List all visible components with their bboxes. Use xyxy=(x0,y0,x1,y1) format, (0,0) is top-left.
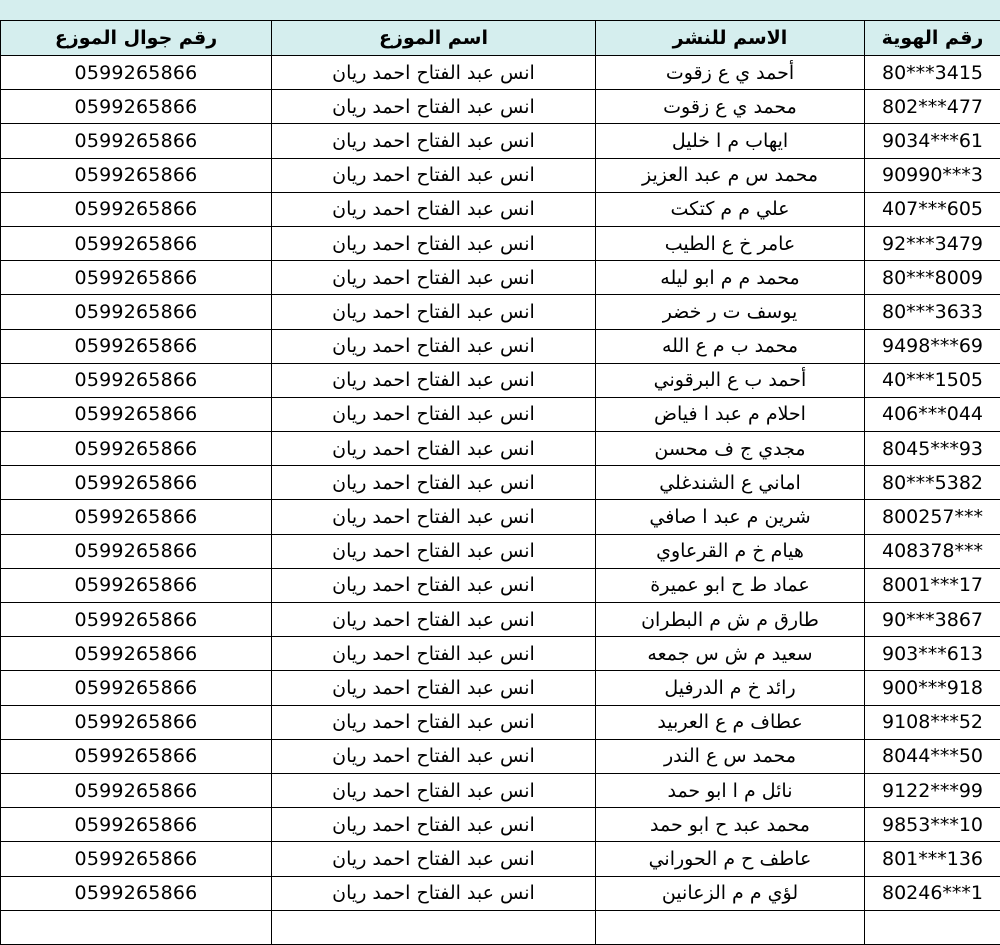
cell-id[interactable]: 802***477 xyxy=(865,90,1000,124)
table-row xyxy=(1,295,1000,329)
cell-name[interactable]: عماد ط ح ابو عميرة xyxy=(596,568,865,602)
cell-name[interactable]: محمد س م عبد العزيز xyxy=(596,158,865,192)
cell-distributor[interactable]: انس عبد الفتاح احمد ريان xyxy=(272,432,596,466)
table-row xyxy=(1,534,1000,568)
cell-name[interactable]: نائل م ا ابو حمد xyxy=(596,773,865,807)
cell-distributor[interactable]: انس عبد الفتاح احمد ريان xyxy=(272,876,596,910)
cell-name[interactable]: لؤي م م الزعانين xyxy=(596,876,865,910)
cell-phone[interactable]: 0599265866 xyxy=(1,432,272,466)
cell-name[interactable]: محمد ب م ع الله xyxy=(596,329,865,363)
cell-phone[interactable]: 0599265866 xyxy=(1,363,272,397)
cell-name[interactable]: محمد عبد ح ابو حمد xyxy=(596,808,865,842)
table-row xyxy=(1,363,1000,397)
cell-id[interactable] xyxy=(865,910,1000,944)
cell-phone[interactable]: 0599265866 xyxy=(1,876,272,910)
cell-id[interactable]: 80***3415 xyxy=(865,56,1000,90)
cell-distributor[interactable]: انس عبد الفتاح احمد ريان xyxy=(272,192,596,226)
cell-distributor[interactable]: انس عبد الفتاح احمد ريان xyxy=(272,739,596,773)
cell-name[interactable]: أحمد ب ع البرقوني xyxy=(596,363,865,397)
cell-distributor[interactable]: انس عبد الفتاح احمد ريان xyxy=(272,56,596,90)
cell-phone[interactable]: 0599265866 xyxy=(1,261,272,295)
cell-distributor[interactable]: انس عبد الفتاح احمد ريان xyxy=(272,226,596,260)
table-row xyxy=(1,910,1000,944)
table-row xyxy=(1,90,1000,124)
cell-name[interactable]: مجدي ج ف محسن xyxy=(596,432,865,466)
cell-name[interactable]: علي م م كتكت xyxy=(596,192,865,226)
cell-phone[interactable]: 0599265866 xyxy=(1,397,272,431)
table-row xyxy=(1,397,1000,431)
table-row xyxy=(1,124,1000,158)
cell-distributor[interactable]: انس عبد الفتاح احمد ريان xyxy=(272,603,596,637)
cell-phone[interactable]: 0599265866 xyxy=(1,637,272,671)
cell-name[interactable]: ايهاب م ا خليل xyxy=(596,124,865,158)
cell-name[interactable]: اماني ع الشندغلي xyxy=(596,466,865,500)
cell-id[interactable]: 408378*** xyxy=(865,534,1000,568)
table-row xyxy=(1,808,1000,842)
cell-phone[interactable]: 0599265866 xyxy=(1,329,272,363)
cell-phone[interactable] xyxy=(1,910,272,944)
cell-distributor[interactable]: انس عبد الفتاح احمد ريان xyxy=(272,295,596,329)
cell-id[interactable]: 406***044 xyxy=(865,397,1000,431)
cell-name[interactable]: عامر خ ع الطيب xyxy=(596,226,865,260)
cell-phone[interactable]: 0599265866 xyxy=(1,295,272,329)
cell-phone[interactable]: 0599265866 xyxy=(1,705,272,739)
cell-id[interactable]: 90990***3 xyxy=(865,158,1000,192)
cell-phone[interactable]: 0599265866 xyxy=(1,842,272,876)
cell-id[interactable]: 800257*** xyxy=(865,500,1000,534)
cell-distributor[interactable]: انس عبد الفتاح احمد ريان xyxy=(272,363,596,397)
table-row xyxy=(1,329,1000,363)
cell-name[interactable]: محمد س ع الندر xyxy=(596,739,865,773)
cell-distributor[interactable]: انس عبد الفتاح احمد ريان xyxy=(272,568,596,602)
table-row xyxy=(1,773,1000,807)
table-row xyxy=(1,705,1000,739)
cell-id[interactable]: 903***613 xyxy=(865,637,1000,671)
cell-phone[interactable]: 0599265866 xyxy=(1,534,272,568)
cell-name[interactable]: عاطف ح م الحوراني xyxy=(596,842,865,876)
cell-id[interactable]: 40***1505 xyxy=(865,363,1000,397)
cell-distributor[interactable]: انس عبد الفتاح احمد ريان xyxy=(272,534,596,568)
cell-id[interactable]: 900***918 xyxy=(865,671,1000,705)
header-phone[interactable]: رقم جوال الموزع xyxy=(1,21,272,56)
cell-distributor[interactable]: انس عبد الفتاح احمد ريان xyxy=(272,808,596,842)
cell-phone[interactable]: 0599265866 xyxy=(1,808,272,842)
cell-name[interactable]: طارق م ش م البطران xyxy=(596,603,865,637)
cell-distributor[interactable]: انس عبد الفتاح احمد ريان xyxy=(272,637,596,671)
cell-id[interactable]: 801***136 xyxy=(865,842,1000,876)
header-id[interactable]: رقم الهوية xyxy=(865,21,1000,56)
table-row xyxy=(1,568,1000,602)
table-body xyxy=(1,56,1000,945)
cell-phone[interactable]: 0599265866 xyxy=(1,671,272,705)
header-row xyxy=(1,21,1000,56)
cell-distributor[interactable]: انس عبد الفتاح احمد ريان xyxy=(272,671,596,705)
cell-distributor[interactable]: انس عبد الفتاح احمد ريان xyxy=(272,842,596,876)
cell-name[interactable]: محمد م م ابو ليله xyxy=(596,261,865,295)
cell-id[interactable]: 9498***69 xyxy=(865,329,1000,363)
cell-name[interactable]: عطاف م ع العربيد xyxy=(596,705,865,739)
cell-distributor[interactable]: انس عبد الفتاح احمد ريان xyxy=(272,158,596,192)
cell-phone[interactable]: 0599265866 xyxy=(1,90,272,124)
table-row xyxy=(1,876,1000,910)
cell-name[interactable]: شرين م عبد ا صافي xyxy=(596,500,865,534)
cell-distributor[interactable]: انس عبد الفتاح احمد ريان xyxy=(272,705,596,739)
table-row xyxy=(1,432,1000,466)
cell-id[interactable]: 80246***1 xyxy=(865,876,1000,910)
cell-phone[interactable]: 0599265866 xyxy=(1,192,272,226)
header-name[interactable]: الاسم للنشر xyxy=(596,21,865,56)
cell-id[interactable]: 9108***52 xyxy=(865,705,1000,739)
cell-id[interactable]: 9122***99 xyxy=(865,773,1000,807)
cell-id[interactable]: 80***8009 xyxy=(865,261,1000,295)
table-row xyxy=(1,671,1000,705)
cell-name[interactable]: محمد ي ع زقوت xyxy=(596,90,865,124)
cell-distributor[interactable]: انس عبد الفتاح احمد ريان xyxy=(272,397,596,431)
cell-phone[interactable]: 0599265866 xyxy=(1,568,272,602)
table-row xyxy=(1,842,1000,876)
cell-distributor[interactable]: انس عبد الفتاح احمد ريان xyxy=(272,500,596,534)
cell-id[interactable]: 80***3633 xyxy=(865,295,1000,329)
cell-name[interactable]: يوسف ت ر خضر xyxy=(596,295,865,329)
cell-distributor[interactable]: انس عبد الفتاح احمد ريان xyxy=(272,329,596,363)
cell-id[interactable]: 8044***50 xyxy=(865,739,1000,773)
distribution-table xyxy=(0,20,1000,945)
cell-name[interactable]: رائد خ م الدرفيل xyxy=(596,671,865,705)
cell-distributor[interactable] xyxy=(272,910,596,944)
table-row xyxy=(1,158,1000,192)
table-row xyxy=(1,739,1000,773)
cell-phone[interactable]: 0599265866 xyxy=(1,226,272,260)
cell-phone[interactable]: 0599265866 xyxy=(1,773,272,807)
cell-id[interactable]: 407***605 xyxy=(865,192,1000,226)
cell-phone[interactable]: 0599265866 xyxy=(1,603,272,637)
cell-distributor[interactable]: انس عبد الفتاح احمد ريان xyxy=(272,261,596,295)
cell-phone[interactable]: 0599265866 xyxy=(1,124,272,158)
table-row xyxy=(1,603,1000,637)
table-row xyxy=(1,637,1000,671)
cell-id[interactable]: 92***3479 xyxy=(865,226,1000,260)
cell-distributor[interactable]: انس عبد الفتاح احمد ريان xyxy=(272,90,596,124)
cell-phone[interactable]: 0599265866 xyxy=(1,158,272,192)
cell-name[interactable]: سعيد م ش س جمعه xyxy=(596,637,865,671)
header-distributor[interactable]: اسم الموزع xyxy=(272,21,596,56)
cell-name[interactable]: احلام م عبد ا فياض xyxy=(596,397,865,431)
table-row xyxy=(1,226,1000,260)
cell-id[interactable]: 80***5382 xyxy=(865,466,1000,500)
cell-distributor[interactable]: انس عبد الفتاح احمد ريان xyxy=(272,124,596,158)
table-row xyxy=(1,500,1000,534)
cell-name[interactable]: هيام خ م القرعاوي xyxy=(596,534,865,568)
cell-distributor[interactable]: انس عبد الفتاح احمد ريان xyxy=(272,466,596,500)
cell-name[interactable]: أحمد ي ع زقوت xyxy=(596,56,865,90)
table-row xyxy=(1,56,1000,90)
cell-phone[interactable]: 0599265866 xyxy=(1,56,272,90)
table-row xyxy=(1,192,1000,226)
cell-id[interactable]: 9853***10 xyxy=(865,808,1000,842)
cell-id[interactable]: 8001***17 xyxy=(865,568,1000,602)
table-row xyxy=(1,466,1000,500)
cell-id[interactable]: 9034***61 xyxy=(865,124,1000,158)
cell-id[interactable]: 90***3867 xyxy=(865,603,1000,637)
cell-phone[interactable]: 0599265866 xyxy=(1,466,272,500)
cell-id[interactable]: 8045***93 xyxy=(865,432,1000,466)
top-band xyxy=(0,0,1000,20)
table-row xyxy=(1,261,1000,295)
cell-phone[interactable]: 0599265866 xyxy=(1,500,272,534)
cell-phone[interactable]: 0599265866 xyxy=(1,739,272,773)
cell-name[interactable] xyxy=(596,910,865,944)
cell-distributor[interactable]: انس عبد الفتاح احمد ريان xyxy=(272,773,596,807)
